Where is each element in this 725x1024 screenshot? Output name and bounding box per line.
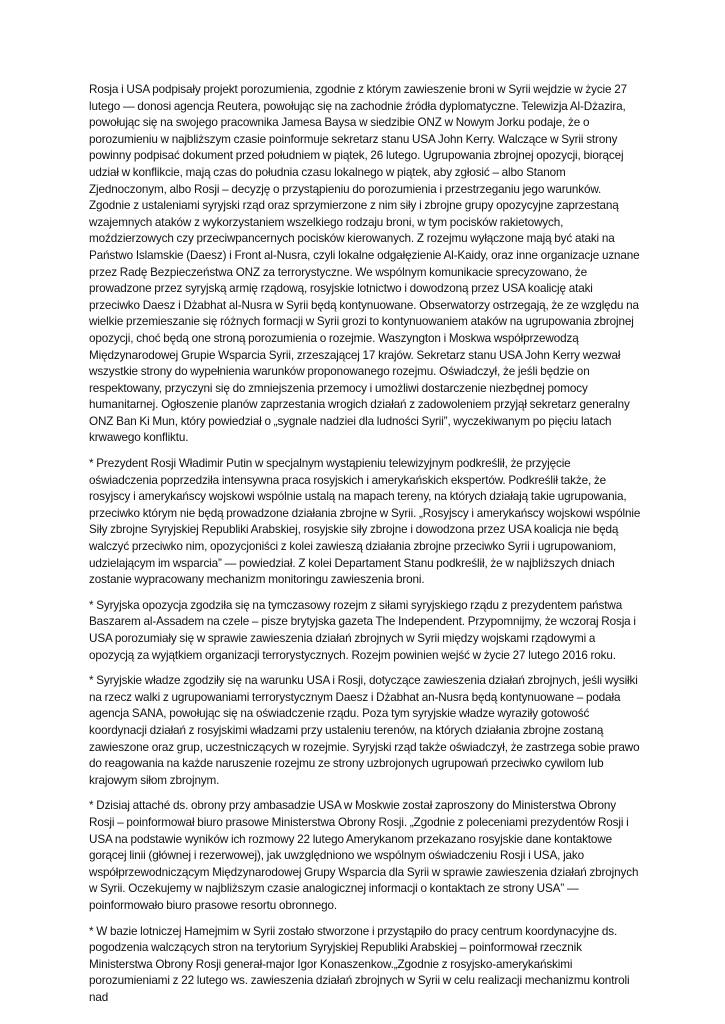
- paragraph-syrian-opposition: * Syryjska opozycja zgodziła się na tymczasowy rozejm z siłami syryjskiego rządu z prezydentem państwa Baszarem al-Assadem na czele – pisze brytyjska gazeta The Independent. Przypomnijmy, że wczoraj Rosja i USA porozumiały się w sprawie zawieszenia działań zbrojnych w Syrii między wojskami rządowymi a opozycją za wyjątkiem organizacji terrorystycznych. Rozejm powinien wejść w życie 27 lutego 2016 roku.: [89, 598, 636, 662]
- paragraph-putin-statement: * Prezydent Rosji Władimir Putin w specjalnym wystąpieniu telewizyjnym podkreślił, że przyjęcie oświadczenia poprzedziła intensywna praca rosyjskich i amerykańskich ekspertów. Podkreślił także, że rosyjscy i amerykańscy wojskowi wspólnie ustalą na mapach tereny, na których działają takie ugrupowania, przeciwko którym nie będą prowadzone działania zbrojne w Syrii. „Rosyjscy i amerykańscy wojskowi wspólnie Siły zbrojne Syryjskiej Republiki Arabskiej, rosyjskie siły zbrojne i dowodzona przez USA koalicja nie będą walczyć przeciwko nim, opozycjoniści z kolei zawieszą działania zbrojne przeciwko Syrii i ugrupowaniom, udzielającym im wsparcia” — powiedział. Z kolei Departament Stanu podkreślił, że w najbliższych dniach zostanie wypracowany mechanizm monitoringu zawieszenia broni.: [89, 457, 641, 587]
- paragraph-defense-attache: * Dzisiaj attaché ds. obrony przy ambasadzie USA w Moskwie został zaproszony do Ministerstwa Obrony Rosji – poinformował biuro prasowe Ministerstwa Obrony Rosji. „Zgodnie z poleceniami prezydentów Rosji i USA na podstawie wyników ich rozmowy 22 lutego Amerykanom przekazano rosyjskie dane kontaktowe gorącej linii (głównej i rezerwowej), jak uwzględniono we wspólnym oświadczeniu Rosji i USA, jako współprzewodniczącym Międzynarodowej Grupy Wsparcia dla Syrii w sprawie zawieszenia działań zbrojnych w Syrii. Oczekujemy w najbliższym czasie analogicznej informacji o kontaktach ze strony USA” — poinformowało biuro prasowe resortu obronnego.: [89, 799, 639, 912]
- document-page: [89, 82, 641, 1015]
- paragraph-hmeimim-center: * W bazie lotniczej Hamejmim w Syrii zostało stworzone i przystąpiło do pracy centrum koordynacyjne ds. pogodzenia walczących stron na terytorium Syryjskiej Republiki Arabskiej – poinformował rzecznik Ministerstwa Obrony Rosji generał-major Igor Konaszenkow.„Zgodnie z rosyjsko-amerykańskimi porozumieniami z 22 lutego ws. zawieszenia działań zbrojnych w Syrii w celu realizacji mechanizmu kontroli nad: [89, 924, 630, 1004]
- paragraph-syrian-authorities: * Syryjskie władze zgodziły się na warunku USA i Rosji, dotyczące zawieszenia działań zbrojnych, jeśli wysiłki na rzecz walki z ugrupowaniami terrorystycznym Daesz i Dżabhat an-Nusra będą kontynuowane – podała agencja SANA, powołując się na oświadczenie rządu. Poza tym syryjskie władze wyraziły gotowość koordynacji działań z rosyjskimi władzami przy ustaleniu terenów, na których działania zbrojne zostaną zawieszone oraz grup, uczestniczących w rozejmie. Syryjski rząd także oświadczył, że zastrzega sobie prawo do reagowania na każde naruszenie rozejmu ze strony uzbrojonych ugrupowań przeciwko cywilom lub krajowym siłom zbrojnym.: [89, 674, 640, 787]
- paragraph-lead: Rosja i USA podpisały projekt porozumienia, zgodnie z którym zawieszenie broni w Syrii wejdzie w życie 27 lutego — donosi agencja Reutera, powołując się na zachodnie źródła dyplomatyczne. Telewizja Al-Dżazira, powołując się na swojego pracownika Jamesa Baysa w siedzibie ONZ w Nowym Jorku podaje, że o porozumieniu w najbliższym czasie poinformuje sekretarz stanu USA John Kerry. Walczące w Syrii strony powinny podpisać dokument przed południem w piątek, 26 lutego. Ugrupowania zbrojnej opozycji, biorącej udział w konflikcie, mają czas do południa czasu lokalnego w piątek, aby zgłosić – albo Stanom Zjednoczonym, albo Rosji – decyzję o przystąpieniu do porozumienia i przestrzeganiu jego warunków. Zgodnie z ustaleniami syryjski rząd oraz sprzymierzone z nim siły i zbrojne grupy opozycyjne zaprzestaną wzajemnych ataków z wykorzystaniem wszelkiego rodzaju broni, w tym pocisków rakietowych, moździerzowych czy przeciwpancernych pocisków kierowanych. Z rozejmu wyłączone mają być ataki na Państwo Islamskie (Daesz) i Front al-Nusra, czyli lokalne odgałęzienie Al-Kaidy, oraz inne organizacje uznane przez Radę Bezpieczeństwa ONZ za terrorystyczne. We wspólnym komunikacie sprecyzowano, że prowadzone przez syryjską armię rządową, rosyjskie lotnictwo i dowodzoną przez USA koalicję ataki przeciwko Daesz i Dżabhat al-Nusra w Syrii będą kontynuowane. Obserwatorzy ostrzegają, że ze względu na wielkie przemieszanie się różnych formacji w Syrii grozi to kontynuowaniem ataków na ugrupowania zbrojnej opozycji, choć będą one stroną porozumienia o rozejmie. Waszyngton i Moskwa współprzewodzą Międzynarodowej Grupie Wsparcia Syrii, zrzeszającej 17 krajów. Sekretarz stanu USA John Kerry wezwał wszystkie strony do wypełnienia warunków proponowanego rozejmu. Oświadczył, że jeśli będzie on respektowany, przyczyni się do zmniejszenia przemocy i umożliwi dostarczenie niezbędnej pomocy humanitarnej. Ogłoszenie planów zaprzestania wrogich działań z zadowoleniem przyjął sekretarz generalny ONZ Ban Ki Mun, który powiedział o „sygnale nadziei dla ludności Syrii”, wyczekiwanym po pięciu latach krwawego konfliktu.: [89, 83, 640, 445]
